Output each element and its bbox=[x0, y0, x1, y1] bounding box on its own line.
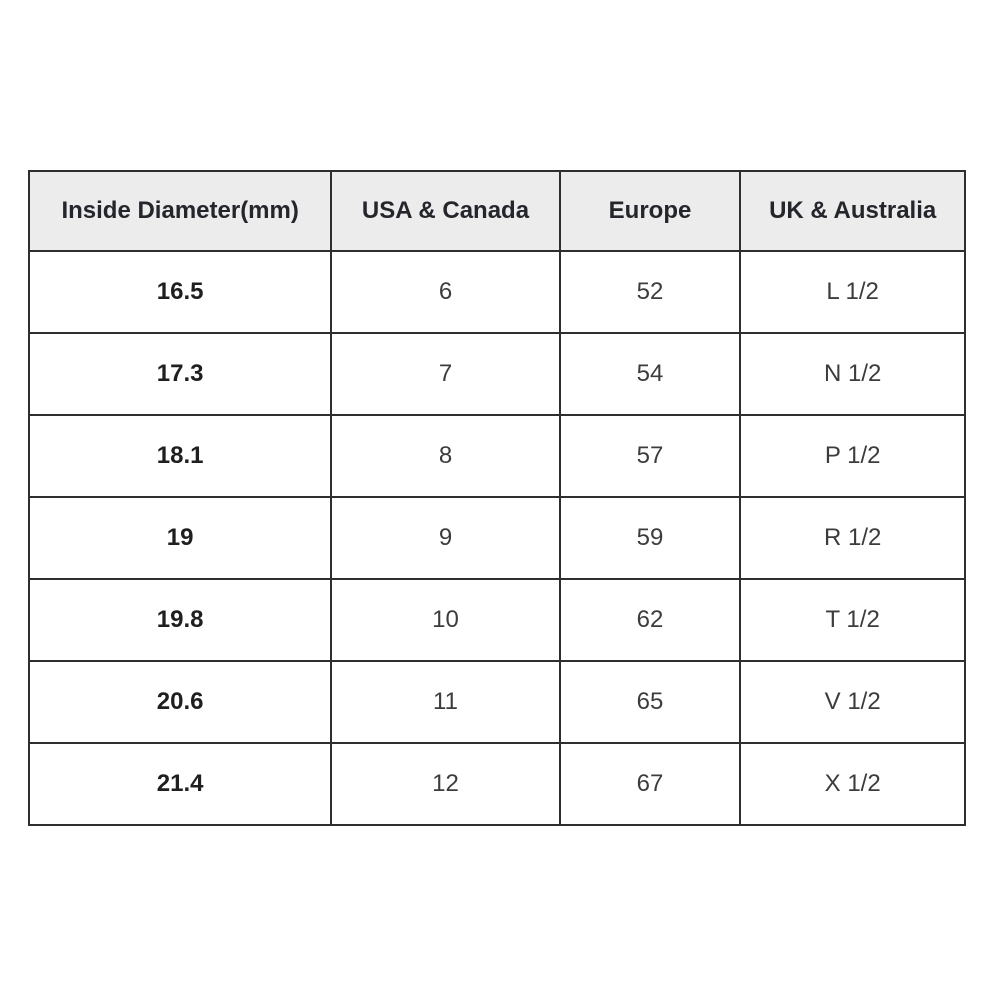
cell-uk-australia: V 1/2 bbox=[740, 661, 965, 743]
table-row bbox=[29, 661, 965, 743]
cell-usa-canada: 8 bbox=[331, 415, 559, 497]
cell-uk-australia: N 1/2 bbox=[740, 333, 965, 415]
cell-uk-australia: X 1/2 bbox=[740, 743, 965, 825]
table-container bbox=[28, 170, 966, 826]
cell-usa-canada: 11 bbox=[331, 661, 559, 743]
table-header-row bbox=[29, 171, 965, 251]
table-row bbox=[29, 743, 965, 825]
table-row bbox=[29, 415, 965, 497]
column-header-usa-canada: USA & Canada bbox=[331, 171, 559, 251]
cell-inside-diameter: 19.8 bbox=[29, 579, 331, 661]
cell-inside-diameter: 20.6 bbox=[29, 661, 331, 743]
cell-europe: 62 bbox=[560, 579, 741, 661]
cell-europe: 54 bbox=[560, 333, 741, 415]
cell-usa-canada: 12 bbox=[331, 743, 559, 825]
cell-europe: 52 bbox=[560, 251, 741, 333]
cell-usa-canada: 7 bbox=[331, 333, 559, 415]
cell-usa-canada: 9 bbox=[331, 497, 559, 579]
cell-inside-diameter: 18.1 bbox=[29, 415, 331, 497]
table-row bbox=[29, 497, 965, 579]
column-header-europe: Europe bbox=[560, 171, 741, 251]
cell-usa-canada: 6 bbox=[331, 251, 559, 333]
cell-usa-canada: 10 bbox=[331, 579, 559, 661]
cell-uk-australia: L 1/2 bbox=[740, 251, 965, 333]
cell-uk-australia: R 1/2 bbox=[740, 497, 965, 579]
table-row bbox=[29, 333, 965, 415]
table-row bbox=[29, 579, 965, 661]
cell-uk-australia: T 1/2 bbox=[740, 579, 965, 661]
ring-size-conversion-table bbox=[28, 170, 966, 826]
cell-inside-diameter: 17.3 bbox=[29, 333, 331, 415]
cell-inside-diameter: 19 bbox=[29, 497, 331, 579]
cell-europe: 65 bbox=[560, 661, 741, 743]
cell-inside-diameter: 16.5 bbox=[29, 251, 331, 333]
cell-europe: 67 bbox=[560, 743, 741, 825]
cell-uk-australia: P 1/2 bbox=[740, 415, 965, 497]
cell-europe: 59 bbox=[560, 497, 741, 579]
column-header-uk-australia: UK & Australia bbox=[740, 171, 965, 251]
cell-europe: 57 bbox=[560, 415, 741, 497]
cell-inside-diameter: 21.4 bbox=[29, 743, 331, 825]
table-row bbox=[29, 251, 965, 333]
column-header-inside-diameter: Inside Diameter(mm) bbox=[29, 171, 331, 251]
